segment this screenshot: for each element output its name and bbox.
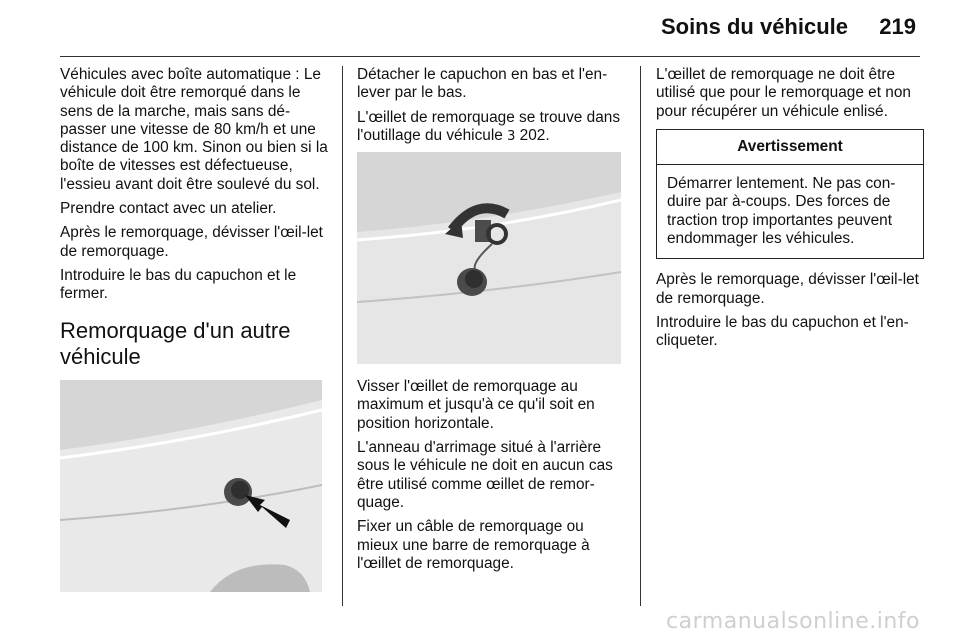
column-divider-2 xyxy=(640,66,641,606)
eyelet-location-text: L'œillet de remorquage se trouve dans l'outillage du véhicule xyxy=(357,108,621,144)
paragraph-automatic-gearbox: Véhicules avec boîte automatique : Le véhicule doit être remorqué dans le sens de la marche, mais sans dé-passer une vitesse de 80 km/h et une distance de 100 km. Sinon ou bien si la boîte de vitesses est défectueuse, l'essieu avant doit être soulevé du sol. xyxy=(60,66,328,193)
column-left xyxy=(60,66,328,592)
warning-title: Avertissement xyxy=(657,130,923,165)
page-title: Soins du véhicule xyxy=(660,14,848,39)
paragraph-clip-cap: Introduire le bas du capuchon et l'en-cliqueter. xyxy=(656,313,909,350)
paragraph-tie-down-ring: L'anneau d'arrimage situé à l'arrière sous le véhicule ne doit en aucun cas être utilisé comme œillet de remor-quage. xyxy=(357,439,613,511)
rear-bumper-drawing xyxy=(60,380,322,592)
column-divider-1 xyxy=(342,66,343,606)
warning-box xyxy=(656,129,924,259)
warning-body: Démarrer lentement. Ne pas con-duire par à-coups. Des forces de traction trop importantes peuvent endommager les véhicules. xyxy=(667,175,896,248)
paragraph-insert-cap: Introduire le bas du capuchon et le fermer. xyxy=(60,266,297,303)
column-middle xyxy=(357,66,625,579)
paragraph-eyelet-location xyxy=(357,109,625,147)
paragraph-unscrew-eyelet-2: Après le remorquage, dévisser l'œil-let de remorquage. xyxy=(656,271,919,307)
section-heading: Remorquage d'un autre véhicule xyxy=(60,317,291,369)
paragraph-unscrew-eyelet: Après le remorquage, dévisser l'œil-let de remorquage. xyxy=(60,224,323,260)
paragraph-detach-cap: Détacher le capuchon en bas et l'en-lever par le bas. xyxy=(357,66,608,102)
column-right xyxy=(656,66,924,357)
watermark: carmanualsonline.info xyxy=(666,609,920,634)
page-reference[interactable]: 202. xyxy=(519,126,550,144)
paragraph-contact-workshop: Prendre contact avec un atelier. xyxy=(60,200,277,218)
towing-eyelet-illustration xyxy=(357,152,621,364)
paragraph-screw-eyelet: Visser l'œillet de remorquage au maximum et jusqu'à ce qu'il soit en position horizontale. xyxy=(357,378,595,432)
page-number: 219 xyxy=(879,14,916,39)
rear-bumper-illustration xyxy=(60,380,322,592)
towing-eyelet-drawing xyxy=(357,152,621,364)
paragraph-attach-cable: Fixer un câble de remorquage ou mieux une barre de remorquage à l'œillet de remorquage. xyxy=(357,518,590,572)
header-divider xyxy=(60,56,920,57)
paragraph-eyelet-usage: L'œillet de remorquage ne doit être utilisé que pour le remorquage et non pour récupérer un véhicule enlisé. xyxy=(656,66,911,120)
page-ref-arrow-icon: 3 xyxy=(507,128,516,144)
